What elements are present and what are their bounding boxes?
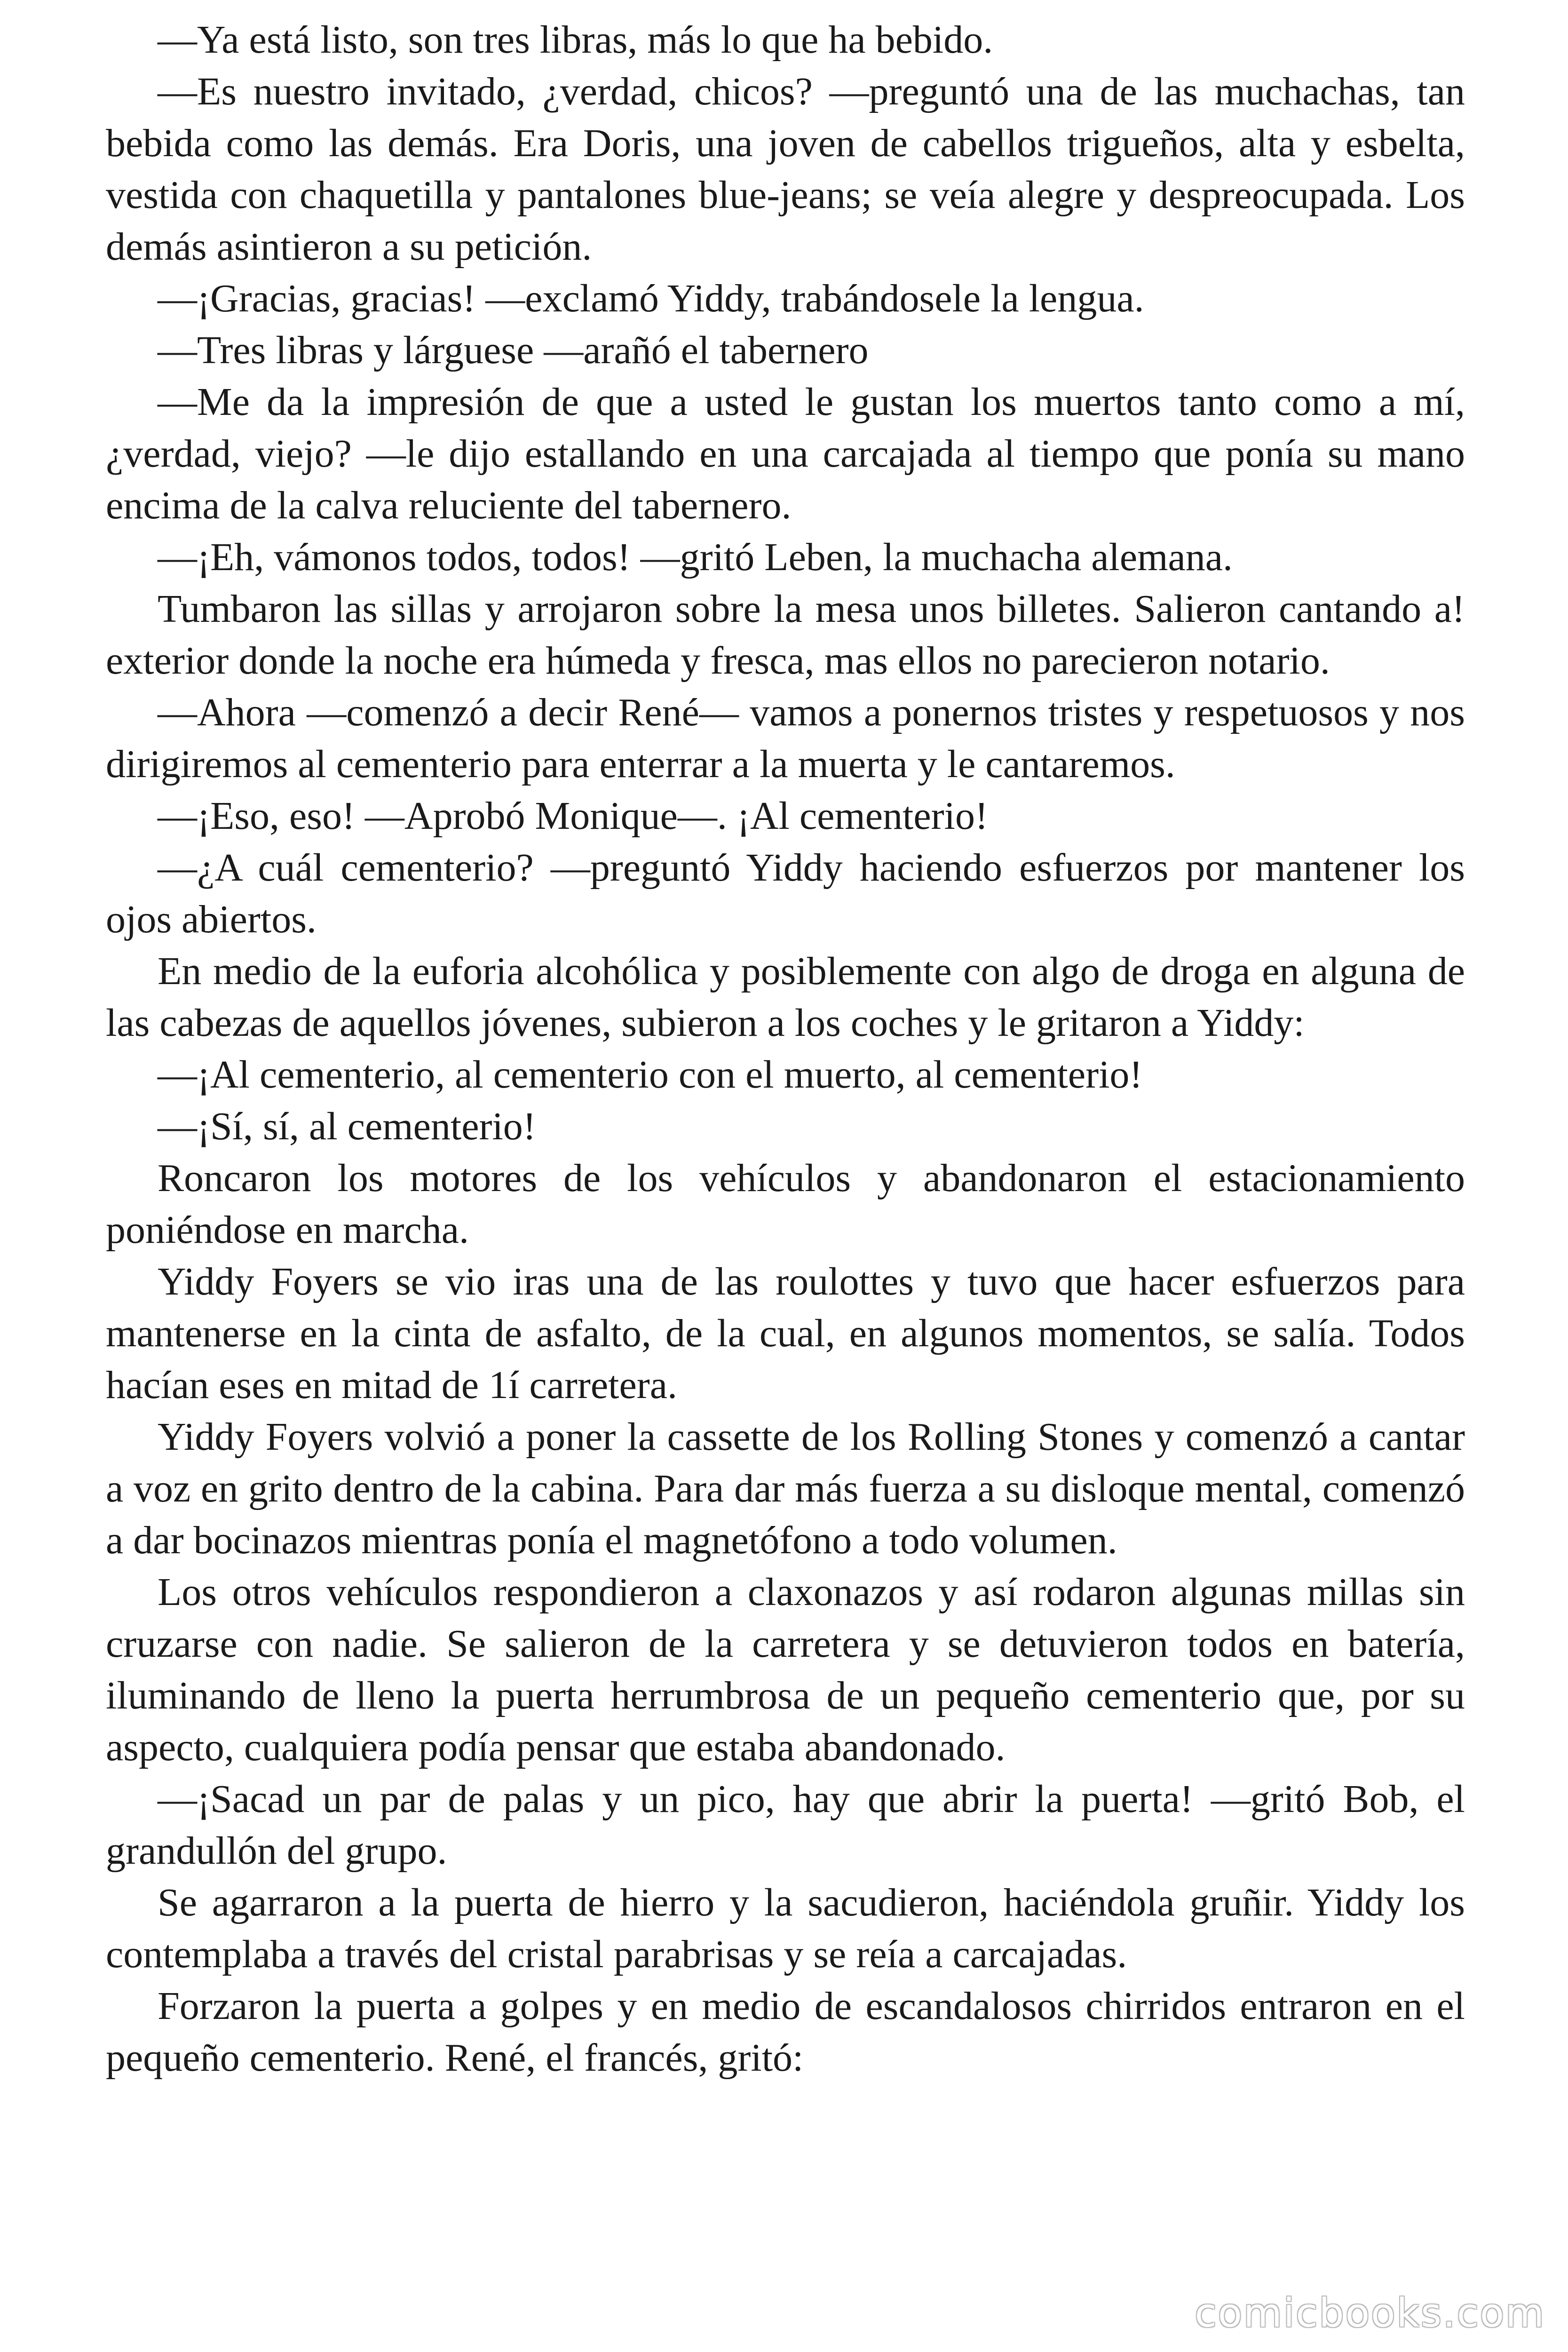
paragraph: Tumbaron las sillas y arrojaron sobre la mesa unos billetes. Salieron cantando a! exterior donde la noche era húmeda y fresca, mas ellos no parecieron notario. — [106, 587, 1465, 683]
paragraph: Roncaron los motores de los vehículos y abandonaron el estacionamiento poniéndose en marcha. — [106, 1156, 1465, 1252]
paragraph: —¡Eso, eso! —Aprobó Monique—. ¡Al cementerio! — [158, 794, 988, 838]
paragraph: —¡Sí, sí, al cementerio! — [158, 1104, 536, 1148]
paragraph: Los otros vehículos respondieron a claxonazos y así rodaron algunas millas sin cruzarse con nadie. Se salieron de la carretera y se detuvieron todos en batería, iluminando de lleno la puerta herrumbrosa de un pequeño cementerio que, por su aspecto, cualquiera podía pensar que estaba abandonado. — [106, 1570, 1465, 1769]
paragraph: —Tres libras y lárguese —arañó el tabernero — [158, 328, 869, 372]
paragraph: —¡Sacad un par de palas y un pico, hay que abrir la puerta! —gritó Bob, el grandullón del grupo. — [106, 1777, 1465, 1873]
paragraph: Yiddy Foyers volvió a poner la cassette de los Rolling Stones y comenzó a cantar a voz en grito dentro de la cabina. Para dar más fuerza a su disloque mental, comenzó a dar bocinazos mientras ponía el magnetófono a todo volumen. — [106, 1415, 1465, 1562]
paragraph: En medio de la euforia alcohólica y posiblemente con algo de droga en alguna de las cabezas de aquellos jóvenes, subieron a los coches y le gritaron a Yiddy: — [106, 949, 1465, 1045]
paragraph: —¿A cuál cementerio? —preguntó Yiddy haciendo esfuerzos por mantener los ojos abiertos. — [106, 846, 1465, 941]
paragraph: —¡Gracias, gracias! —exclamó Yiddy, trabándosele la lengua. — [158, 277, 1144, 320]
paragraph: Forzaron la puerta a golpes y en medio de escandalosos chirridos entraron en el pequeño cementerio. René, el francés, gritó: — [106, 1984, 1465, 2080]
paragraph: Yiddy Foyers se vio iras una de las roulottes y tuvo que hacer esfuerzos para mantenerse en la cinta de asfalto, de la cual, en algunos momentos, se salía. Todos hacían eses en mitad de 1í carretera. — [106, 1260, 1465, 1407]
paragraph: —Me da la impresión de que a usted le gustan los muertos tanto como a mí, ¿verdad, viejo? —le dijo estallando en una carcajada al tiempo que ponía su mano encima de la calva reluciente del tabernero. — [106, 380, 1465, 527]
paragraph: —Ya está listo, son tres libras, más lo que ha bebido. — [158, 18, 993, 62]
page-body — [106, 14, 1465, 2084]
paragraph: —Ahora —comenzó a decir René— vamos a ponernos tristes y respetuosos y nos dirigiremos al cementerio para enterrar a la muerta y le cantaremos. — [106, 691, 1465, 786]
paragraph: —Es nuestro invitado, ¿verdad, chicos? —preguntó una de las muchachas, tan bebida como las demás. Era Doris, una joven de cabellos trigueños, alta y esbelta, vestida con chaquetilla y pantalones blue-jeans; se veía alegre y despreocupada. Los demás asintieron a su petición. — [106, 70, 1465, 269]
paragraph: —¡Eh, vámonos todos, todos! —gritó Leben, la muchacha alemana. — [158, 535, 1233, 579]
watermark: comicbooks.com — [1195, 2290, 1545, 2336]
paragraph: —¡Al cementerio, al cementerio con el muerto, al cementerio! — [158, 1053, 1143, 1097]
paragraph: Se agarraron a la puerta de hierro y la sacudieron, haciéndola gruñir. Yiddy los contemplaba a través del cristal parabrisas y se reía a carcajadas. — [106, 1881, 1465, 1976]
